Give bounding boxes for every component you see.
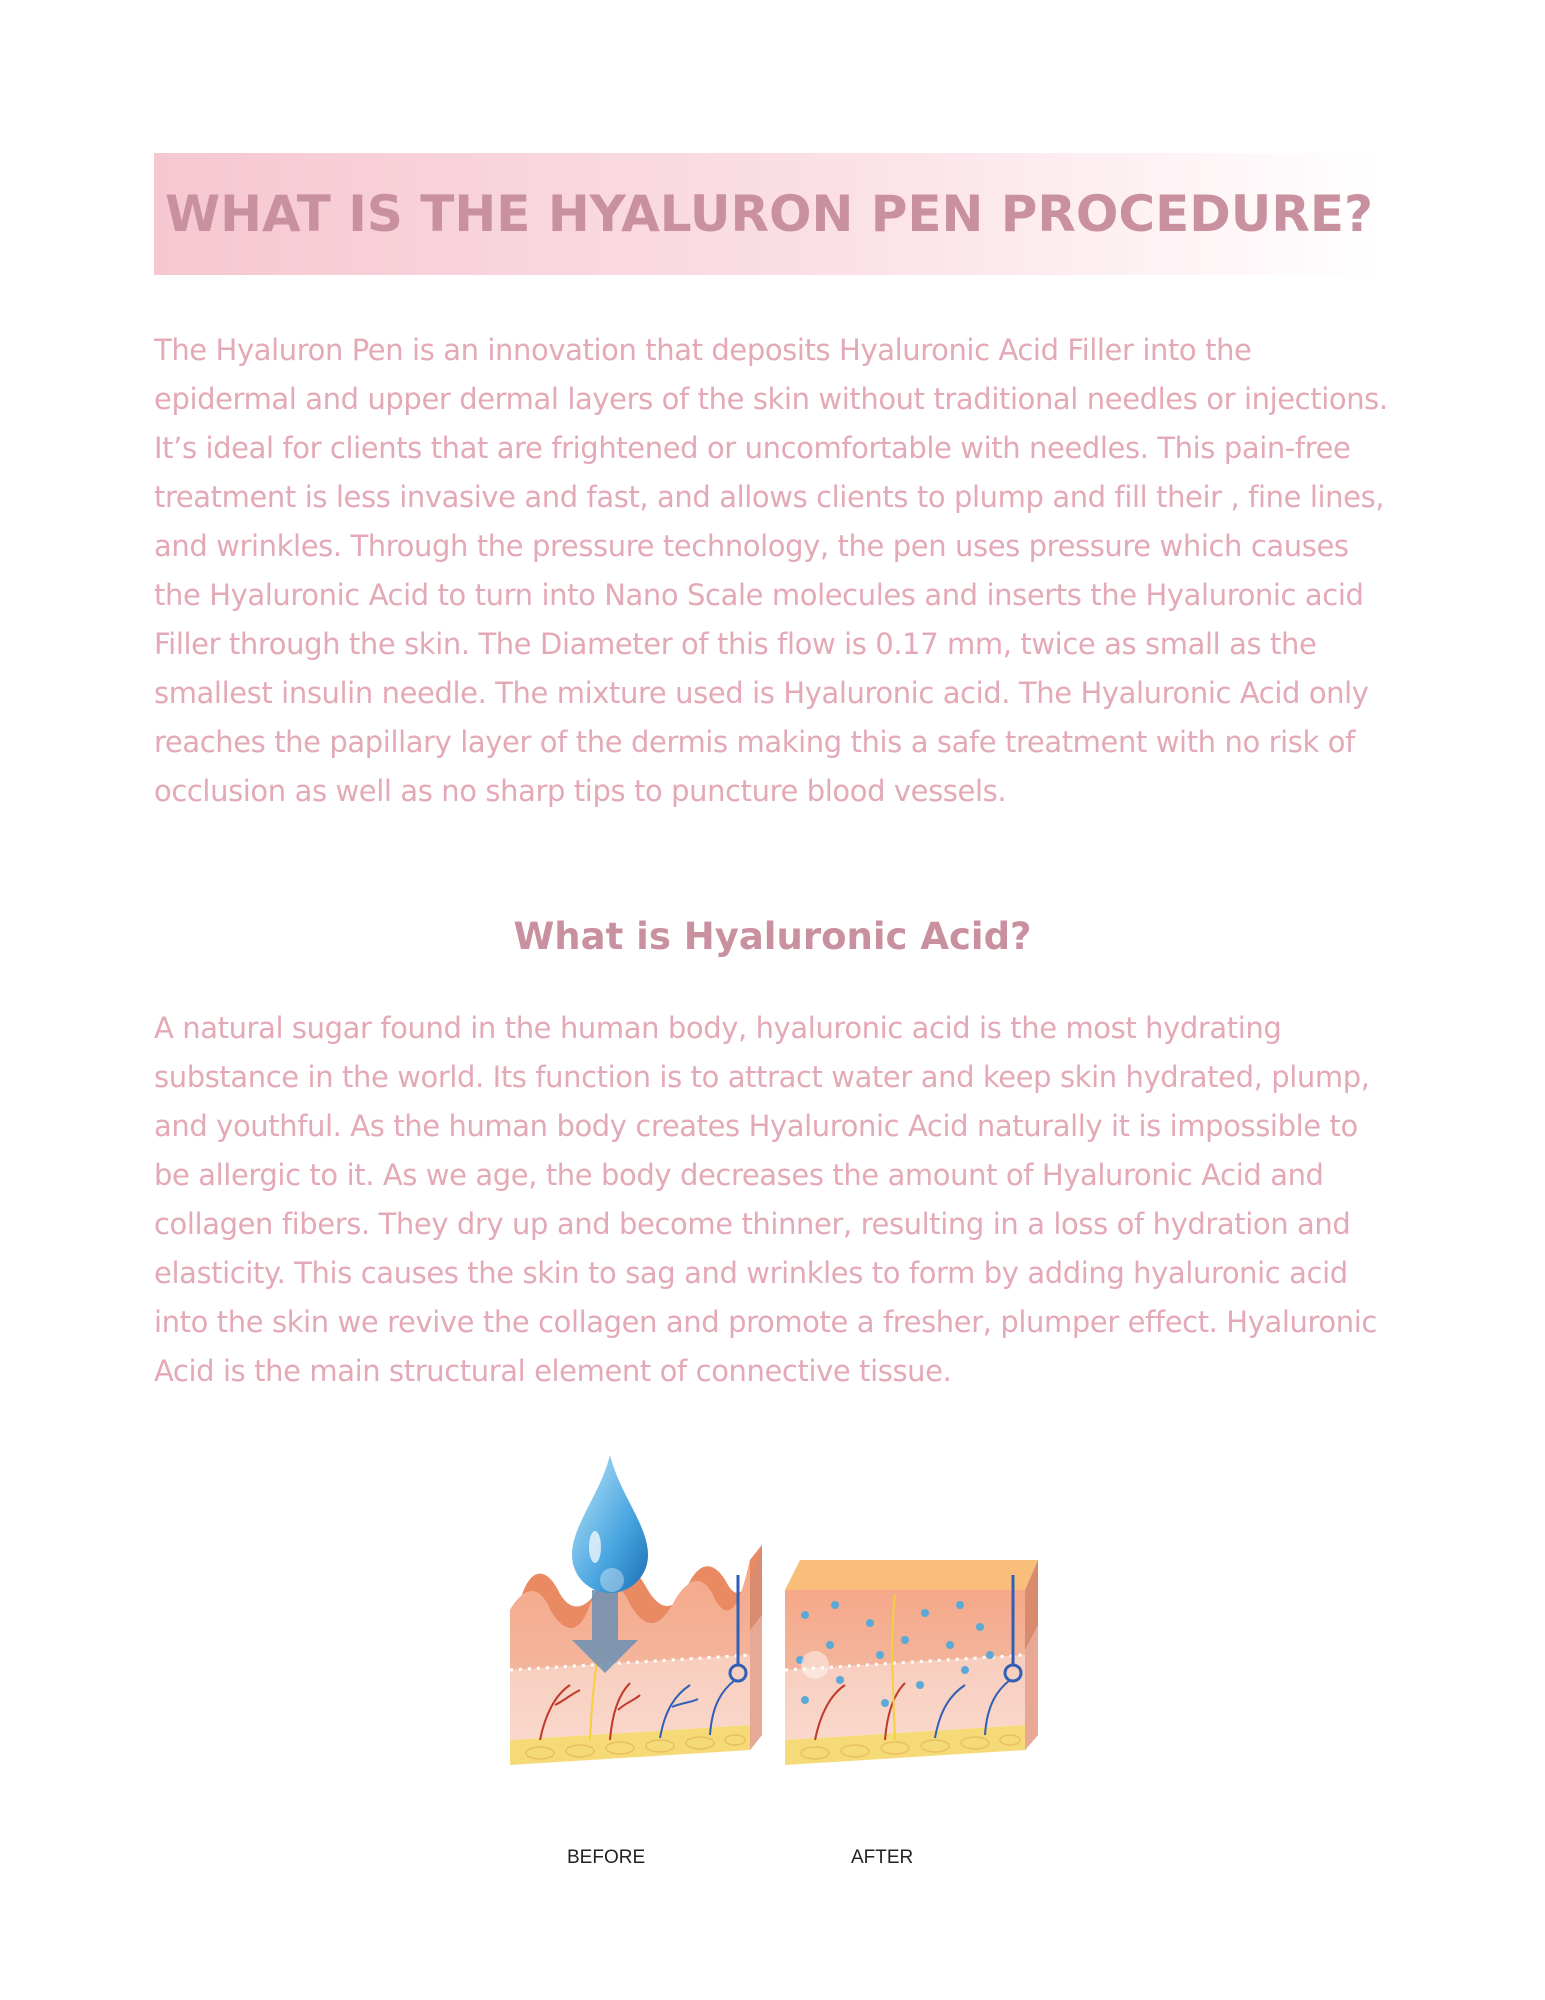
before-skin-block [510,1455,762,1765]
section-paragraph: A natural sugar found in the human body, hyaluronic acid is the most hydrating substance in the world. Its function is to attract water and keep skin hydrated, plump, and youthful. As the human body creates Hyaluronic Acid naturally it is impossible to be allergic to it. As we age, the body decreases the amount of Hyaluronic Acid and collagen fibers. They dry up and become thinner, resulting in a loss of hydration and elasticity. This causes the skin to sag and wrinkles to form by adding hyaluronic acid into the skin we revive the collagen and promote a fresher, plumper effect. Hyaluronic Acid is the main structural element of connective tissue. [154,1011,1377,1388]
title-banner [154,153,1384,275]
after-skin-block [785,1560,1038,1765]
page-title: WHAT IS THE HYALURON PEN PROCEDURE? [164,185,1374,243]
after-label: AFTER [851,1847,914,1868]
skin-diagram [500,1455,1050,1875]
section-title: What is Hyaluronic Acid? [513,915,1032,958]
water-drop-icon [572,1455,648,1593]
intro-paragraph: The Hyaluron Pen is an innovation that deposits Hyaluronic Acid Filler into the epidermal and upper dermal layers of the skin without traditional needles or injections. It’s ideal for clients that are frightened or uncomfortable with needles. This pain-free treatment is less invasive and fast, and allows clients to plump and fill their , fine lines, and wrinkles. Through the pressure technology, the pen uses pressure which causes the Hyaluronic Acid to turn into Nano Scale molecules and inserts the Hyaluronic acid Filler through the skin. The Diameter of this flow is 0.17 mm, twice as small as the smallest insulin needle. The mixture used is Hyaluronic acid. The Hyaluronic Acid only reaches the papillary layer of the dermis making this a safe treatment with no risk of occlusion as well as no sharp tips to puncture blood vessels. [154,333,1388,808]
before-label: BEFORE [567,1847,646,1868]
